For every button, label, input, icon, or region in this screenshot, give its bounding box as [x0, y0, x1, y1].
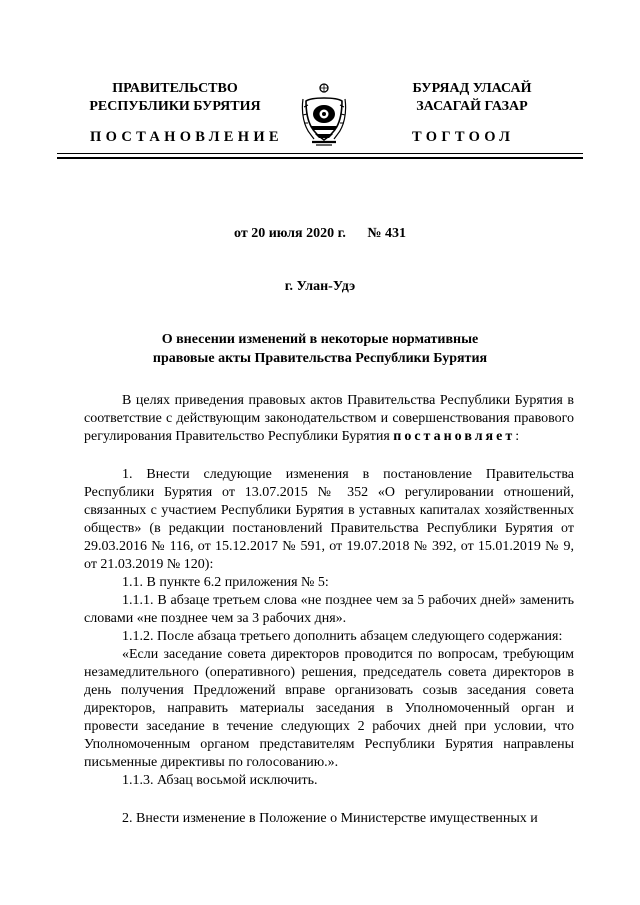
org-name-bua-line2: ЗАСАГАЙ ГАЗАР: [416, 99, 528, 114]
paragraph-1-1-1: 1.1.1. В абзаце третьем слова «не позднее чем за 5 рабочих дней» заменить словами «не позднее чем за 3 рабочих дня».: [84, 593, 574, 626]
quoted-paragraph: «Если заседание совета директоров проводится по вопросам, требующим незамедлительного (оперативного) решения, председатель совета директоров в день получения Предложений вправе организовать созыв заседания совета директоров, направить материалы заседания в Уполномоченный орган и провести заседание в течение следующих 2 рабочих дней при условии, что Уполномоченным органом представителям Республики Бурятия направлены письменные директивы по голосованию.».: [84, 647, 574, 770]
doc-type-bua: ТОГТООЛ: [412, 129, 515, 145]
header-right: [372, 80, 572, 116]
paragraph-1-1-3: 1.1.3. Абзац восьмой исключить.: [122, 773, 318, 788]
org-name-ru-line2: РЕСПУБЛИКИ БУРЯТИЯ: [89, 99, 261, 114]
document-title: [0, 330, 640, 368]
intro-paragraph: [84, 392, 574, 446]
title-line2: правовые акты Правительства Республики Бурятия: [152, 351, 488, 366]
doc-type-ru: ПОСТАНОВЛЕНИЕ: [90, 129, 283, 145]
header-rule-thick: [57, 157, 583, 159]
document-number: № 431: [367, 226, 406, 241]
resolve-colon: :: [515, 429, 520, 444]
intro-text: В целях приведения правовых актов Правительства Республики Бурятия в соответствие с действующим законодательством и совершенствования правового регулирования Правительство Республики Бурятия: [84, 393, 574, 444]
org-name-ru-line1: ПРАВИТЕЛЬСТВО: [112, 81, 238, 96]
title-line1: О внесении изменений в некоторые нормативные: [161, 332, 479, 347]
org-name-bua-line1: БУРЯАД УЛАСАЙ: [412, 81, 532, 96]
date-number-line: [0, 226, 640, 242]
resolve-word: постановляет: [393, 429, 516, 444]
paragraph-1: 1. Внести следующие изменения в постановление Правительства Республики Бурятия от 13.07.2015 № 352 «О регулировании отношений, связанных с участием Республики Бурятия в уставных капиталах хозяйственных обществ» (в редакции постановлений Правительства Республики Бурятия от 29.03.2016 № 116, от 15.12.2017 № 591, от 19.07.2018 № 392, от 15.01.2019 № 9, от 21.03.2019 № 120):: [84, 467, 574, 572]
coat-of-arms-icon: [300, 79, 348, 147]
paragraph-1-1: 1.1. В пункте 6.2 приложения № 5:: [122, 575, 329, 590]
spacer: [84, 446, 574, 466]
document-date: от 20 июля 2020 г.: [234, 226, 346, 241]
document-body: [84, 392, 574, 828]
header-rule-thin: [57, 153, 583, 154]
paragraph-2: 2. Внести изменение в Положение о Министерстве имущественных и: [122, 811, 538, 826]
spacer: [84, 790, 574, 810]
document-city: г. Улан-Удэ: [284, 279, 356, 294]
header-left: [70, 80, 280, 116]
paragraph-1-1-2: 1.1.2. После абзаца третьего дополнить абзацем следующего содержания:: [122, 629, 563, 644]
